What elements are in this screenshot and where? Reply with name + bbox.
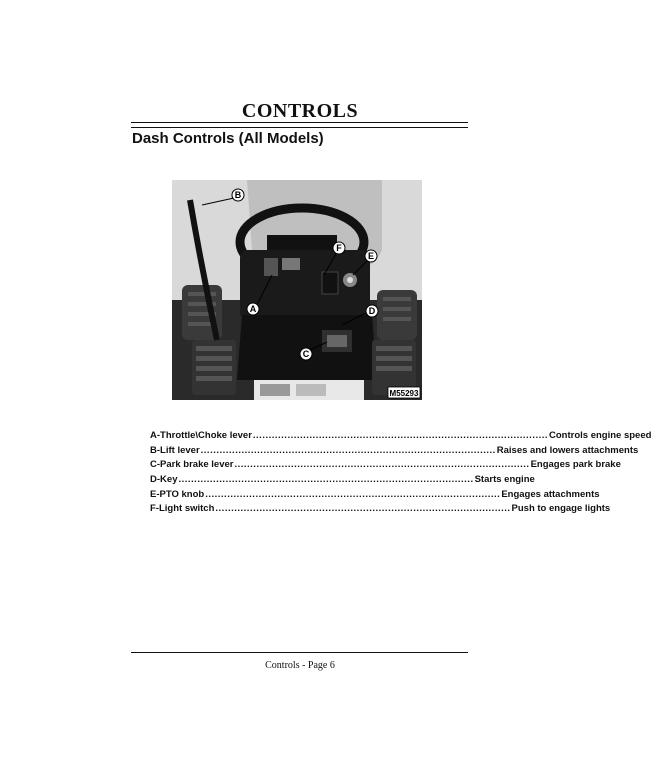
dot-leader: .............................................................................................. <box>200 444 496 456</box>
title-double-rule <box>131 122 468 128</box>
legend-action: Controls engine speed <box>549 430 651 441</box>
page-title: CONTROLS <box>241 100 359 122</box>
legend-name: Park brake lever <box>160 459 234 471</box>
tractor-dash-photo <box>172 180 422 400</box>
legend-action: Engages park brake <box>530 459 621 471</box>
legend-letter: D <box>150 474 157 486</box>
legend-name: PTO knob <box>159 488 205 500</box>
callout-f: F <box>336 243 342 253</box>
footer-rule <box>131 652 468 653</box>
legend-row <box>150 430 651 445</box>
callout-d: D <box>368 306 376 316</box>
legend-letter: E <box>150 488 157 500</box>
legend-name: Key <box>160 474 178 486</box>
legend-action: Engages attachments <box>501 488 600 500</box>
page-footer: Controls - Page 6 <box>265 660 335 671</box>
legend-dash: - <box>156 459 161 471</box>
legend-dash: - <box>155 503 159 515</box>
dot-leader: .............................................................................................. <box>178 474 474 486</box>
legend-dash: - <box>156 474 161 486</box>
dot-leader: .............................................................................................. <box>205 488 501 500</box>
dot-leader: .............................................................................................. <box>252 430 549 441</box>
legend-row <box>150 444 639 460</box>
legend-dash: - <box>156 444 161 456</box>
legend-name: Light switch <box>158 503 215 515</box>
callout-e: E <box>367 251 375 261</box>
dot-leader: .............................................................................................. <box>215 503 511 515</box>
controls-legend <box>150 430 651 518</box>
section-title: Dash Controls (All Models) <box>132 130 324 147</box>
dot-leader: .............................................................................................. <box>234 459 530 471</box>
legend-row <box>150 488 600 504</box>
legend-action: Starts engine <box>474 474 535 486</box>
legend-dash: - <box>156 430 161 441</box>
legend-name: Throttle\Choke lever <box>160 430 252 441</box>
legend-letter: A <box>150 430 157 441</box>
legend-letter: B <box>150 444 157 456</box>
legend-row <box>150 459 621 474</box>
legend-name: Lift lever <box>160 444 200 456</box>
legend-row <box>150 503 611 518</box>
callout-b: B <box>234 190 242 200</box>
image-id-label: M55293 <box>389 389 419 398</box>
callout-c: C <box>302 349 310 359</box>
legend-row <box>150 474 535 489</box>
legend-action: Raises and lowers attachments <box>496 444 639 456</box>
legend-action: Push to engage lights <box>511 503 611 515</box>
legend-letter: C <box>150 459 157 471</box>
callout-a: A <box>249 304 257 314</box>
legend-letter: F <box>150 503 156 515</box>
legend-dash: - <box>156 488 160 500</box>
